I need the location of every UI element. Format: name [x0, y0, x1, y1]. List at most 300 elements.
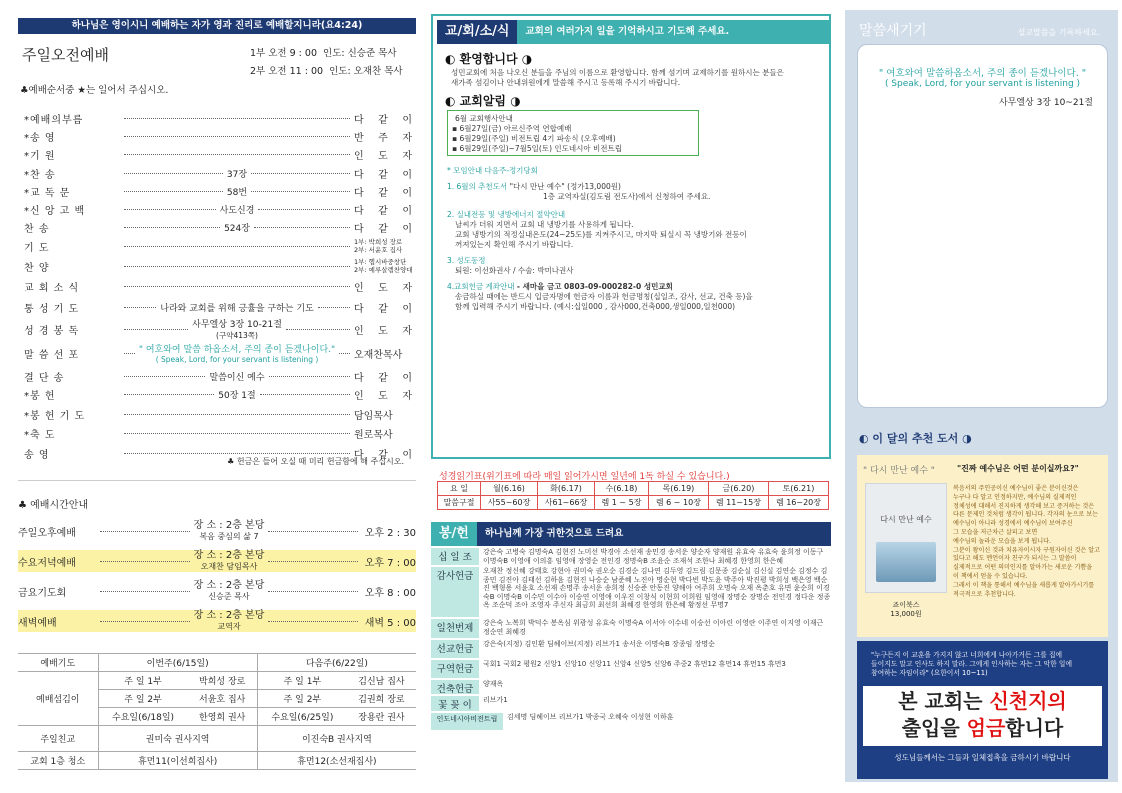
order-leader: 인 도 자	[354, 325, 412, 337]
dotted-leader	[124, 266, 350, 267]
time-label: 2부 오전 11 : 00	[250, 66, 324, 77]
time-leader: 인도: 신승준 목사	[323, 48, 397, 59]
text-line: 정체성에 대해서 진지하게 생각해 보고 증거하는 것은	[953, 502, 1095, 510]
order-leader: 인 도 자	[354, 150, 412, 162]
dotted-leader	[254, 227, 350, 228]
order-leader-line	[124, 185, 350, 198]
order-row	[24, 386, 412, 402]
notice-text: 송금하실 때에는 반드시 입금자명에 헌금자 이름과 헌금명칭(십일조, 감사, 선교, 건축 등)을	[455, 292, 753, 301]
schedule-name: 금요기도회	[18, 587, 67, 599]
leader-text: 2부: 서윤호 집사	[354, 246, 403, 254]
text-line: 예수님의 놀라운 모습을 보게 됩니다.	[953, 537, 1051, 545]
dotted-leader	[124, 209, 216, 210]
order-detail	[135, 342, 339, 364]
schedule-time: 오후 2 : 30	[364, 527, 416, 539]
order-item-name: *찬 송	[24, 169, 56, 181]
order-leader: 원로목사	[354, 429, 393, 441]
dotted-leader	[124, 227, 220, 228]
news-subtitle: 교회의 여러가지 일을 기억하시고 기도해 주세요.	[517, 20, 829, 44]
notice-text: 1층 교역자실(김도림 전도사)에서 신청하여 주세요.	[543, 192, 711, 201]
duty-head: 이번주(6/15일)	[98, 654, 257, 672]
offering-names: 리브가1	[483, 696, 508, 704]
order-item-name: *기 원	[24, 150, 56, 162]
reading-cell: 수(6.18)	[595, 482, 649, 496]
text-part: 본 교회는	[898, 689, 990, 713]
duty-cell: 주 일 2부	[257, 690, 347, 708]
schedule-time: 새벽 5 : 00	[364, 617, 416, 629]
duty-cell: 서윤호 집사	[188, 690, 258, 708]
dotted-leader	[339, 353, 350, 354]
order-detail	[216, 203, 259, 216]
offering-label: 꽃 꽂 이	[431, 696, 479, 711]
order-leader-line	[124, 433, 350, 434]
notice-text: 날씨가 더워 지면서 교회 내 냉방기를 사용하게 됩니다.	[455, 220, 634, 229]
order-item-name: *신 앙 고 백	[24, 205, 86, 217]
schedule-location	[190, 580, 269, 602]
order-row	[24, 368, 412, 384]
time-label: 1부 오전 9 : 00	[250, 48, 317, 59]
order-leader: 다 같 이	[354, 372, 412, 384]
duty-cell: 주 일 1부	[98, 672, 188, 690]
reading-title: 성경읽기표(위기표에 따라 매일 읽어가시면 일년에 1독 하실 수 있습니다.)	[439, 472, 730, 482]
order-leader: 다 같 이	[354, 187, 412, 199]
text-part: 합니다	[1005, 716, 1064, 740]
detail-text: 37장	[226, 169, 248, 180]
offering-row	[431, 696, 831, 711]
order-leader-line	[124, 221, 350, 234]
order-row	[24, 201, 412, 217]
dotted-leader	[100, 561, 190, 562]
dotted-leader	[124, 453, 350, 454]
text-line: 있다고 해도 멘언이자 친구가 되시는 그 말씀이	[953, 555, 1077, 563]
order-item-name: 송 영	[24, 449, 50, 461]
order-row	[24, 278, 412, 294]
order-row	[24, 110, 412, 126]
order-item-name: *축 도	[24, 429, 56, 441]
side-hint: 설교말씀을 기록하세요.	[1017, 28, 1100, 37]
offering-row	[431, 660, 831, 678]
warning-line-1	[863, 688, 1102, 715]
offering-row	[431, 548, 831, 565]
schedule-name: 주일오후예배	[18, 527, 76, 539]
duty-cell: 박희성 장로	[188, 672, 258, 690]
notice-head: 3. 성도동정	[447, 256, 486, 265]
order-row	[24, 146, 412, 162]
offering-label: 선교헌금	[431, 640, 479, 658]
dotted-leader	[268, 621, 358, 622]
book-description	[953, 485, 1105, 599]
table-row	[18, 672, 416, 690]
reading-cell: 금(6.20)	[708, 482, 768, 496]
location-text: 장 소 : 2층 본당	[193, 580, 265, 591]
order-leader-line	[124, 414, 350, 415]
order-leader: 인 도 자	[354, 282, 412, 294]
detail-text: " 여호와여 말씀 하옵소서, 주의 종이 듣겠나이다."	[138, 345, 336, 355]
duty-cell: 권미숙 권사지역	[98, 726, 257, 752]
schedule-location	[190, 610, 269, 632]
location-text: 장 소 : 2층 본당	[193, 610, 265, 621]
price: 13,000원	[890, 610, 922, 618]
text-line: 복음서의 주인공이신 예수님이 좋은 분이신것은	[953, 485, 1079, 492]
text-line: 그분이 왕이신 것과 치유자이시자 구원자이신 것은 알고	[953, 546, 1101, 554]
order-detail	[220, 221, 254, 234]
list-item: ▪ 6월29일(주일) 비전트립 4기 파송식 (오후예배)	[452, 134, 616, 143]
verse-reference: 사무엘상 3장 10~21절	[998, 98, 1093, 108]
welcome-text	[451, 68, 784, 88]
notice-items	[447, 182, 827, 312]
order-leader-line	[124, 453, 350, 454]
service-time-2	[250, 63, 403, 77]
offering-row	[431, 619, 831, 638]
june-events-box	[447, 110, 699, 156]
cover-art	[876, 542, 936, 582]
dotted-leader	[124, 191, 223, 192]
dotted-leader	[124, 246, 350, 247]
schedule-location	[190, 550, 269, 572]
offering-row	[431, 640, 831, 658]
duty-cell: 휴먼12(소선재집사)	[257, 752, 416, 770]
offering-names: 강은숙 노복희 박덕수 봉옥심 위광성 유효숙 이명숙A 이서아 이수네 이승선 이아린 이영란 이주연 이지영 이재근 정순연 최혜경	[483, 619, 824, 636]
time-leader: 인도: 오재찬 목사	[329, 66, 403, 77]
detail-text: 사도신경	[219, 205, 255, 216]
duty-cell: 김권희 장로	[347, 690, 416, 708]
order-leader-line	[124, 266, 350, 267]
offering-label: 십 일 조	[431, 548, 479, 565]
text-part: 신천지의	[989, 689, 1067, 713]
order-note: ♣예배순서중 ★는 일어서 주십시오.	[20, 85, 169, 96]
sermon-note-area[interactable]	[857, 44, 1108, 408]
order-row	[24, 258, 412, 274]
order-leader-line	[124, 167, 350, 180]
schedule-name: 새벽예배	[18, 617, 57, 629]
duty-cell: 장용란 권사	[347, 708, 416, 726]
text-line: 실제적으로 어떤 의미인지를 알아가는 새로운 기쁨을	[953, 564, 1093, 572]
order-item-name: 통 성 기 도	[24, 303, 80, 315]
dotted-leader	[318, 307, 350, 308]
order-row	[24, 219, 412, 235]
notice-item-1	[447, 182, 827, 192]
table-row	[438, 496, 829, 510]
news-header	[437, 20, 829, 44]
reading-cell: 사61~66장	[538, 496, 595, 510]
verse-text: " 여호와여 말씀하옵소서, 주의 종이 듣겠나이다. "	[878, 68, 1087, 79]
reading-cell: 사55~60장	[481, 496, 538, 510]
table-row	[18, 654, 416, 672]
order-row	[24, 320, 412, 340]
dotted-leader	[124, 173, 223, 174]
duty-head: 다음주(6/22일)	[257, 654, 416, 672]
offering-label: 감사헌금	[431, 567, 479, 617]
duty-cell: 주 일 2부	[98, 690, 188, 708]
dotted-leader	[124, 286, 350, 287]
order-leader: 반 주 자	[354, 132, 412, 144]
location-text: 장 소 : 2층 본당	[193, 520, 265, 531]
dotted-leader	[124, 376, 205, 377]
order-item-name: *봉 헌	[24, 390, 56, 402]
order-leader-line	[124, 342, 350, 364]
list-item: ▪ 6월29일(주일)~7월5일(토) 인도네시아 비전트립	[452, 144, 623, 153]
order-leader-line	[124, 286, 350, 287]
leader-text: 2부: 예루살렘찬양대	[354, 266, 413, 274]
welcome-heading: ◐ 환영합니다 ◑	[445, 52, 533, 66]
order-leader: 다 같 이	[354, 303, 412, 315]
duty-head: 예배기도	[18, 654, 98, 672]
order-item-name: 기 도	[24, 242, 50, 254]
duty-cell: 수요일(6/18일)	[98, 708, 188, 726]
order-leader-line	[124, 301, 350, 314]
dotted-leader	[100, 531, 190, 532]
duty-label: 교회 1층 청소	[18, 752, 98, 770]
order-leader: 다 같 이	[354, 223, 412, 235]
dotted-leader	[124, 154, 350, 155]
reading-cell: 말씀구절	[438, 496, 481, 510]
dotted-leader	[100, 621, 190, 622]
duty-cell: 이진숙B 권사지역	[257, 726, 416, 752]
detail-text: 사무엘상 3장 10-21절	[192, 320, 282, 330]
table-row	[18, 726, 416, 752]
banner: 하나님은 영이시니 예배하는 자가 영과 진리로 예배할지니라(요4:24)	[18, 18, 416, 34]
offering-names: 강은숙(지정) 김인환 딤헤이브(지정) 리브가1 송서운 이명숙B 장종임 장명순	[483, 640, 715, 648]
dotted-leader	[286, 329, 350, 330]
warning-notice	[857, 641, 1108, 779]
text-line: 적극적으로 추천합니다.	[953, 590, 1016, 598]
reading-cell: 화(6.17)	[538, 482, 595, 496]
order-item-name: 찬 양	[24, 262, 50, 274]
duty-cell: 주 일 1부	[257, 672, 347, 690]
location-sub: 신승준 목사	[208, 592, 250, 601]
detail-text: 말씀이신 예수	[209, 372, 265, 383]
offering-title: 봉/헌	[431, 522, 477, 546]
order-row	[24, 165, 412, 181]
offering-row	[431, 713, 831, 730]
offering-row	[431, 567, 831, 617]
duty-label: 주일친교	[18, 726, 98, 752]
detail-text: 524장	[224, 223, 250, 234]
order-leader-line	[124, 118, 350, 119]
schedule-title: ♣ 예배시간안내	[18, 500, 89, 511]
order-detail	[205, 370, 268, 383]
offering-label: 인도네시아비전트립	[431, 713, 503, 730]
book-heading: ◐ 이 달의 추천 도서 ◑	[859, 432, 972, 445]
offering-label: 건축헌금	[431, 680, 479, 694]
offering-names: 양재옥	[483, 680, 504, 688]
order-leader-line	[124, 317, 350, 341]
text-line: 들이지도 말고 인사도 하지 말라. 그에게 인사하는 자는 그 악한 일에	[871, 660, 1073, 668]
warning-scripture	[857, 641, 1108, 678]
table-row	[18, 752, 416, 770]
detail-sub: (구약413쪽)	[216, 331, 258, 340]
worship-order-panel	[18, 18, 416, 778]
reading-cell: 렘 11~15장	[708, 496, 768, 510]
sermon-note-panel	[845, 10, 1118, 782]
duty-label: 예배섬김이	[18, 672, 98, 726]
order-leader-line	[124, 370, 350, 383]
duty-cell: 휴먼11(이선희집사)	[98, 752, 257, 770]
duty-cell: 수요일(6/25일)	[257, 708, 347, 726]
divider	[18, 480, 416, 481]
dotted-leader	[269, 376, 350, 377]
detail-sub: ( Speak, Lord, for your servant is listening )	[155, 355, 319, 364]
order-row	[24, 183, 412, 199]
order-leader: 오재찬목사	[354, 349, 403, 361]
notice-head: 2. 실내전등 및 냉방에너지 절약안내	[447, 210, 566, 219]
dotted-leader	[124, 353, 135, 354]
order-leader-line	[124, 203, 350, 216]
book-cover-image	[865, 483, 947, 593]
location-sub: 복음 중심의 삶 7	[199, 532, 259, 541]
location-text: 장 소 : 2층 본당	[193, 550, 265, 561]
meeting-note: * 모임안내 다음주-정기당회	[447, 166, 538, 175]
june-events-title: 6월 교회행사안내	[452, 114, 516, 124]
text-line: 성민교회에 처음 나오신 분들을 주님의 이름으로 환영합니다. 함께 섬기며 교제하기를 원하시는 분들은	[451, 68, 784, 77]
order-row	[24, 406, 412, 422]
notice-head: 4.교회헌금 계좌안내	[447, 282, 515, 291]
offering-row	[431, 680, 831, 694]
schedule-time: 오후 8 : 00	[364, 587, 416, 599]
text-line: 그래서 이 책을 통해서 예수님을 새롭게 알아가시기를	[953, 581, 1095, 589]
offering-subtitle: 하나님께 가장 귀한것으로 드려요	[477, 522, 831, 546]
order-leader-line	[124, 136, 350, 137]
dotted-leader	[124, 394, 214, 395]
order-detail	[223, 185, 251, 198]
dotted-leader	[268, 561, 358, 562]
order-detail	[156, 301, 317, 314]
order-leader: 다 같 이	[354, 205, 412, 217]
book-recommendation	[857, 455, 1108, 637]
dotted-leader	[100, 591, 190, 592]
text-line: "누구든지 이 교훈을 가지지 않고 너희에게 나아가거든 그를 집에	[871, 651, 1063, 659]
duty-cell: 김신남 집사	[347, 672, 416, 690]
notice-heading: ◐ 교회알림 ◑	[445, 94, 521, 108]
offering-names: 오재찬 정신혜 강태호 강현아 권미숙 권오순 김경순 김나연 김두영 김드림 김문종 김순실 김신실 김연순 김정수 김종민 김진아 김태선 김하음 김현진 나승순 남준혜 노진아 명순현 박다빈 박도윤 박주아 박진평 박희성 백은영 백순진 백형용 서윤호 소선재 손명주 송서운 송희정 신승준 안동진 양해아 여주희 오명숙 오재 옥춘호 유면 윤순희 이경숙B 이명숙B 이수민 이수아 이승연 이영애 이우진 이창식 이현희 이희원 임영애 장명순 장명순 전인경 정다운 정종옥 조순덕 조아 조영자 주신자 최금희 최선희 최혜경 한영희 한은혜 황정선 무명7	[483, 567, 831, 610]
detail-text: 50장 1절	[218, 390, 256, 401]
order-leader-line	[124, 246, 350, 247]
text-line: 새가족 섬김이나 안내위원에게 말씀해 주시고 등록해 주시기 바랍니다.	[451, 78, 681, 87]
dotted-leader	[251, 173, 350, 174]
order-detail	[188, 317, 286, 341]
service-time-1	[250, 45, 397, 59]
schedule-name: 수요저녁예배	[18, 557, 76, 569]
dotted-leader	[260, 394, 350, 395]
text-line: 이 책에서 얻을 수 있습니다.	[953, 572, 1028, 580]
order-row	[24, 425, 412, 441]
dotted-leader	[258, 209, 350, 210]
order-item-name: 성 경 봉 독	[24, 325, 80, 337]
order-item-name: 말 씀 선 포	[24, 349, 80, 361]
table-row	[438, 482, 829, 496]
notice-text: 함께 입력해 주시기 바랍니다. (예시:십일000 , 감사000,건축000,생일000,일천000)	[455, 302, 736, 311]
text-line: 누구나 다 알고 인정하지만, 예수님의 실제적인	[953, 493, 1077, 501]
schedule-location	[190, 520, 269, 542]
duty-cell: 한영희 권사	[188, 708, 258, 726]
order-leader: 담임목사	[354, 410, 393, 422]
order-leader: 다 같 이	[354, 449, 412, 461]
dotted-leader	[124, 414, 350, 415]
notice-head: 1. 6월의 추천도서	[447, 182, 508, 191]
service-title: 주일오전예배	[22, 46, 109, 64]
notice-text: 교회 냉방기의 적정실내온도(24~25도)를 지켜주시고, 마지막 퇴실시 꼭 냉방기와 전등이	[455, 230, 747, 239]
offering-note: ♣ 헌금은 들어 오실 때 미리 헌금함에 해 주십시오.	[227, 457, 404, 466]
schedule-row	[18, 610, 416, 632]
notice-item-4	[447, 282, 827, 292]
dotted-leader	[124, 433, 350, 434]
location-sub: 오재찬 담임목사	[200, 562, 258, 571]
order-row	[24, 299, 412, 315]
duty-table	[18, 653, 416, 770]
dotted-leader	[268, 591, 358, 592]
text-line: 그 모습을 저근차근 살피고 보면	[953, 528, 1038, 536]
order-leader-line	[124, 154, 350, 155]
order-leaders	[354, 238, 412, 254]
dotted-leader	[124, 329, 188, 330]
order-row	[24, 345, 412, 364]
book-title: " 다시 만난 예수 "	[863, 466, 935, 476]
text-part: 엄금	[966, 716, 1006, 740]
order-item-name: *봉 헌 기 도	[24, 410, 86, 422]
order-item-name: *예배의부름	[24, 114, 84, 126]
reading-cell: 렘 1 ~ 5장	[595, 496, 649, 510]
order-item-name: 교 회 소 식	[24, 282, 80, 294]
offering-names: 강은숙 고병숙 김명숙A 김현진 노미선 박경아 소선재 송민경 송서운 양순자 양재원 유효숙 유효숙 윤희정 이동구 이명숙B 이영애 이의흥 임영애 장영순 전인경 정명숙B 조윤순 조재석 조한나 최혜경 한영희 한은혜	[483, 548, 824, 565]
schedule-row	[18, 520, 416, 542]
notice-text: 꺼져있는지 확인해 주시기 바랍니다.	[455, 240, 574, 249]
account-info: - 새마을 금고 0803-09-000282-0 성민교회	[516, 282, 673, 291]
cover-title: 다시 만난 예수	[880, 515, 932, 524]
dotted-leader	[124, 307, 156, 308]
text-line: 다른 문제인 것처럼 생각이 됩니다. 각자의 눈으로 보는	[953, 511, 1099, 519]
verse-english: ( Speak, Lord, for your servant is listening )	[884, 79, 1081, 89]
reading-cell: 목(6.19)	[648, 482, 708, 496]
dotted-leader	[251, 191, 350, 192]
order-leader: 다 같 이	[354, 169, 412, 181]
book-quote: "진짜 예수님은 어떤 분이실까요?"	[957, 464, 1079, 473]
side-title: 말씀새기기	[859, 23, 927, 39]
offering-header	[431, 522, 831, 546]
notice-text: 퇴원: 이선화권사 / 수술: 박미나권사	[455, 266, 574, 275]
schedule-row	[18, 580, 416, 602]
text-line: 예수님이 아니라 성경에서 예수님이 보여주신	[953, 520, 1073, 528]
offering-label: 일천번제	[431, 619, 479, 638]
list-item: ▪ 6월27일(금) 아르신주역 연합예배	[452, 124, 572, 133]
notice-text: "다시 만난 예수" (정가13,000원)	[509, 182, 621, 191]
order-leader-line	[124, 388, 350, 401]
offering-label: 구역헌금	[431, 660, 479, 678]
warning-footer: 성도님들께서는 그들과 일체접촉을 금하시기 바랍니다	[894, 753, 1071, 762]
publisher: 죠이북스	[892, 601, 920, 609]
order-row	[24, 238, 412, 254]
order-item-name: *교 독 문	[24, 187, 71, 199]
leader-text: 1부: 박희성 장로	[354, 238, 403, 246]
text-line: 참여하는 자임이라" (요한이서 10~11)	[871, 669, 988, 677]
news-box	[431, 14, 831, 459]
order-leaders	[354, 258, 412, 274]
news-panel	[431, 14, 831, 774]
detail-text: 58번	[226, 187, 248, 198]
order-detail	[223, 167, 251, 180]
order-row	[24, 128, 412, 144]
order-leader: 인 도 자	[354, 390, 412, 402]
warning-banner	[863, 686, 1102, 746]
schedule-time: 오후 7 : 00	[364, 557, 416, 569]
schedule-row	[18, 550, 416, 572]
order-leader: 다 같 이	[354, 114, 412, 126]
schedule-list	[18, 520, 416, 640]
leader-text: 1부: 헵시바중창단	[354, 258, 407, 266]
reading-cell: 토(6.21)	[768, 482, 828, 496]
reading-table	[437, 481, 829, 510]
order-item-name: 찬 송	[24, 223, 50, 235]
worship-order-list	[24, 110, 412, 470]
